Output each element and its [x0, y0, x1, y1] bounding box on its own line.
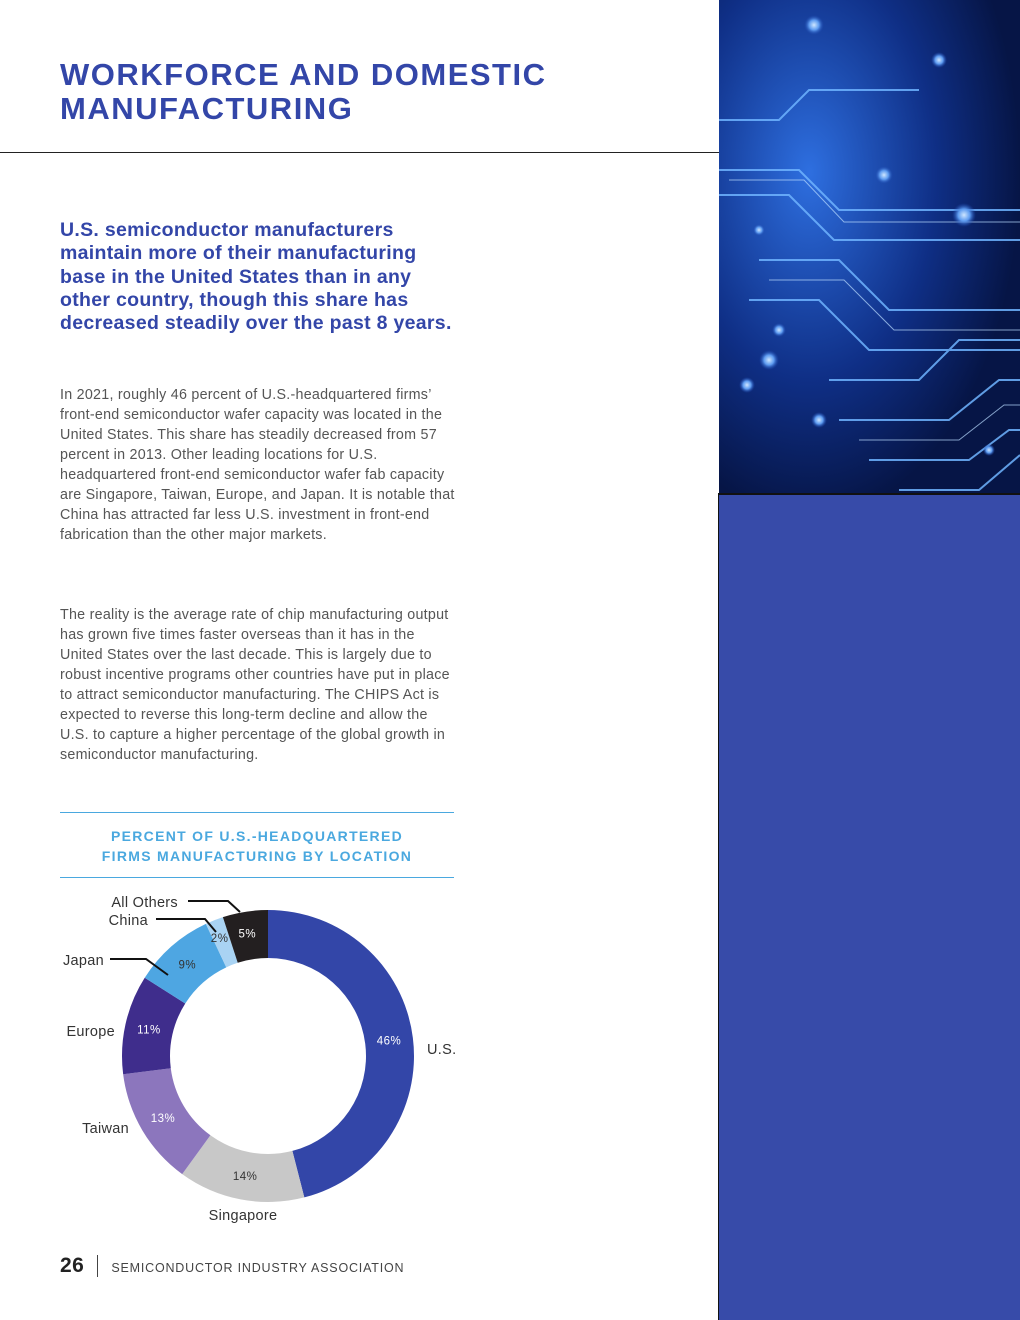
category-label-u-s: U.S. — [427, 1042, 457, 1058]
category-label-europe: Europe — [66, 1024, 115, 1040]
donut-chart — [0, 880, 480, 1230]
page-number: 26 — [60, 1254, 85, 1277]
category-label-japan: Japan — [62, 953, 104, 969]
page-title-line-2: MANUFACTURING — [60, 91, 354, 126]
donut-value-japan: 9% — [178, 959, 197, 972]
page-title — [60, 58, 700, 126]
chart-bottom-rule — [60, 877, 454, 878]
footer-divider — [97, 1255, 98, 1277]
chart-top-rule — [60, 812, 454, 813]
circuit-board-photo — [719, 0, 1020, 493]
category-label-all-others: All Others — [111, 895, 178, 911]
category-label-taiwan: Taiwan — [82, 1121, 129, 1137]
category-label-singapore: Singapore — [208, 1208, 278, 1224]
donut-value-singapore: 14% — [232, 1170, 258, 1183]
chart-title-line-2: FIRMS MANUFACTURING BY LOCATION — [101, 848, 413, 864]
donut-value-all-others: 5% — [238, 928, 257, 941]
header-divider — [0, 152, 720, 153]
lede-paragraph: U.S. semiconductor manufacturers maintain more of their manufacturing base in the United States than in any other country, though this share has decreased steadily over the past 8 years. — [60, 219, 452, 335]
donut-value-taiwan: 13% — [150, 1113, 176, 1126]
chart-title — [60, 826, 454, 866]
page-footer — [60, 1254, 404, 1278]
category-label-china: China — [108, 913, 148, 929]
donut-value-u-s: 46% — [376, 1035, 402, 1048]
side-color-panel — [718, 493, 1020, 1320]
leader-line-all-others — [188, 901, 240, 912]
page-title-line-1: WORKFORCE AND DOMESTIC — [60, 57, 547, 92]
body-paragraph-2: The reality is the average rate of chip manufacturing output has grown five times faster overseas than it has in the United States over the last decade. This is largely due to robust incentive programs other countries have put in place to attract semiconductor manufacturing. The CHIPS Act is expected to reverse this long-term decline and allow the U.S. to capture a higher percentage of the global growth in semiconductor manufacturing. — [60, 607, 450, 763]
body-paragraph-1: In 2021, roughly 46 percent of U.S.-headquartered firms’ front-end semiconductor wafer capacity was located in the United States. This share has steadily decreased from 57 percent in 2013. Other leading locations for U.S. headquartered front-end semiconductor wafer fab capacity are Singapore, Taiwan, Europe, and Japan. It is notable that China has attracted far less U.S. investment in front-end fabrication than the other major markets. — [60, 387, 455, 543]
circuit-board-illustration — [719, 0, 1020, 493]
organization-name: SEMICONDUCTOR INDUSTRY ASSOCIATION — [111, 1261, 405, 1275]
chart-title-line-1: PERCENT OF U.S.-HEADQUARTERED — [110, 828, 404, 844]
donut-value-europe: 11% — [137, 1024, 161, 1037]
donut-value-china: 2% — [210, 932, 229, 945]
